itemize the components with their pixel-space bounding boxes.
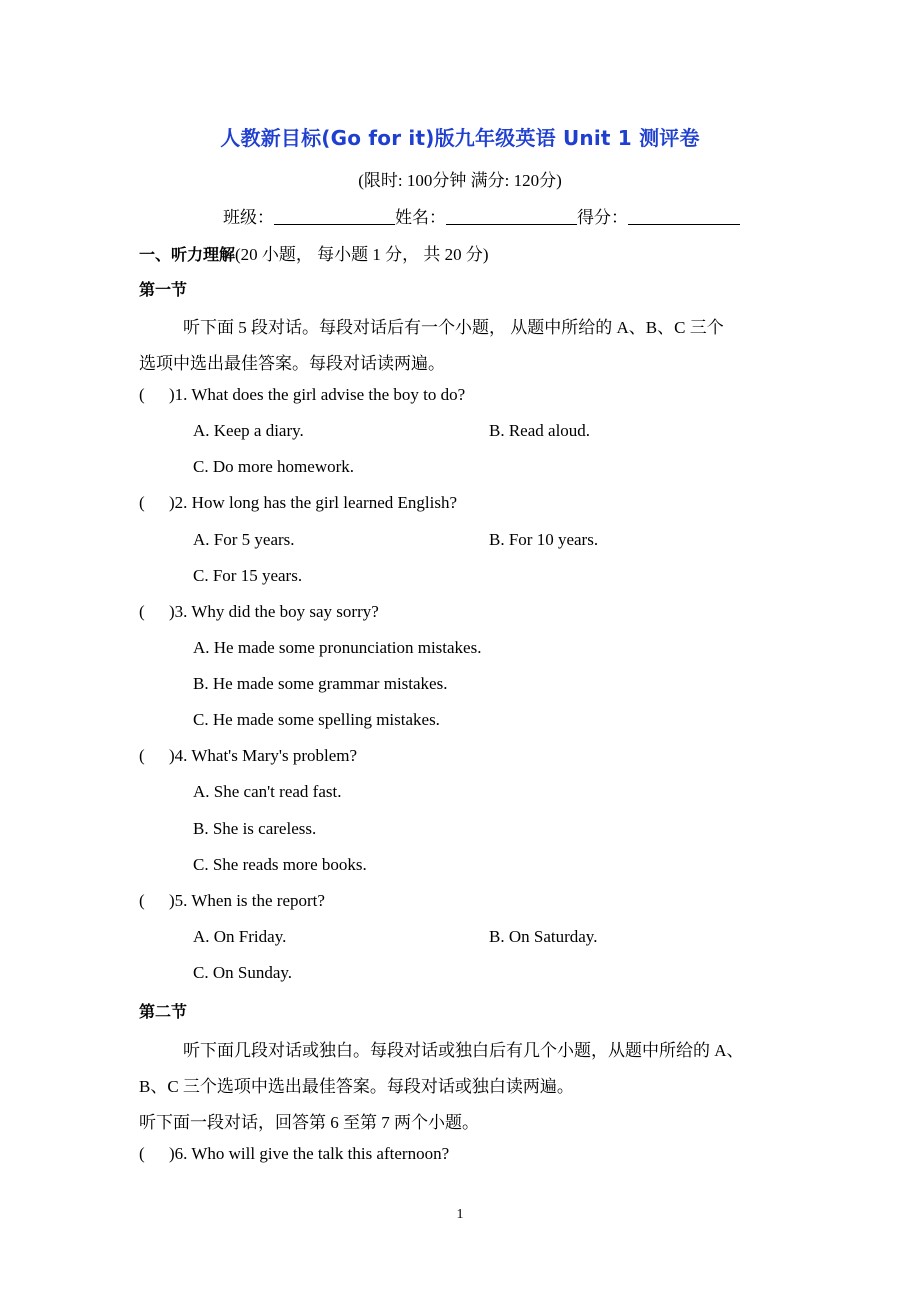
question-3-option-a: A. He made some pronunciation mistakes. (193, 638, 482, 657)
question-4-option-c: C. She reads more books. (193, 855, 367, 874)
question-5-option-c: C. On Sunday. (193, 963, 293, 982)
section2-label: 第二节 (139, 1002, 188, 1021)
part1-heading (139, 240, 489, 265)
question-3-option-b: B. He made some grammar mistakes. (193, 674, 448, 693)
question-2-option-c: C. For 15 years. (193, 566, 303, 585)
question-1 (139, 385, 465, 405)
question-text: )6. Who will give the talk this afternoon? (169, 1144, 450, 1163)
section1-instructions-line1: 听下面 5 段对话。每段对话后有一个小题， 从题中所给的 A、B、C 三个 (183, 318, 724, 337)
answer-paren[interactable]: ( (139, 602, 145, 621)
section2-instructions-line1: 听下面几段对话或独白。每段对话或独白后有几个小题，从题中所给的 A、 (183, 1041, 744, 1060)
question-2 (139, 493, 457, 513)
question-text: )2. How long has the girl learned English? (169, 493, 457, 512)
answer-paren[interactable]: ( (139, 1144, 145, 1163)
section2-sub-instruction: 听下面一段对话，回答第 6 至第 7 两个小题。 (139, 1113, 479, 1132)
page-number: 1 (456, 1207, 464, 1222)
name-blank[interactable] (446, 208, 577, 225)
question-1-option-a: A. Keep a diary. (193, 421, 304, 440)
question-2-option-a: A. For 5 years. (193, 530, 295, 549)
score-label: 得分： (577, 208, 628, 227)
question-1-option-b: B. Read aloud. (489, 421, 591, 440)
question-4 (139, 746, 357, 766)
question-text: )4. What's Mary's problem? (169, 746, 358, 765)
question-6 (139, 1144, 449, 1164)
question-text: )3. Why did the boy say sorry? (169, 602, 379, 621)
question-5-option-a: A. On Friday. (193, 927, 287, 946)
question-3 (139, 602, 379, 622)
section1-instructions-line2: 选项中选出最佳答案。每段对话读两遍。 (139, 354, 445, 373)
part1-heading-note: (20 小题， 每小题 1 分， 共 20 分) (235, 245, 489, 264)
question-1-option-c: C. Do more homework. (193, 457, 355, 476)
name-label: 姓名： (395, 208, 446, 227)
section1-label: 第一节 (139, 280, 188, 299)
question-4-option-b: B. She is careless. (193, 819, 317, 838)
part1-heading-text: 一、听力理解 (139, 245, 236, 264)
question-text: )1. What does the girl advise the boy to do? (169, 385, 466, 404)
section2-instructions-line2: B、C 三个选项中选出最佳答案。每段对话或独白读两遍。 (139, 1077, 574, 1096)
class-label: 班级： (223, 208, 274, 227)
question-4-option-a: A. She can't read fast. (193, 782, 342, 801)
question-2-option-b: B. For 10 years. (489, 530, 599, 549)
question-5-option-b: B. On Saturday. (489, 927, 598, 946)
exam-subtitle: (限时: 100分钟 满分: 120分) (358, 171, 562, 190)
question-text: )5. When is the report? (169, 891, 325, 910)
student-info-row (223, 203, 740, 228)
question-5 (139, 891, 325, 911)
question-3-option-c: C. He made some spelling mistakes. (193, 710, 440, 729)
answer-paren[interactable]: ( (139, 891, 145, 910)
exam-title: 人教新目标(Go for it)版九年级英语 Unit 1 测评卷 (220, 126, 700, 150)
class-blank[interactable] (274, 208, 395, 225)
score-blank[interactable] (628, 208, 740, 225)
answer-paren[interactable]: ( (139, 746, 145, 765)
answer-paren[interactable]: ( (139, 385, 145, 404)
answer-paren[interactable]: ( (139, 493, 145, 512)
